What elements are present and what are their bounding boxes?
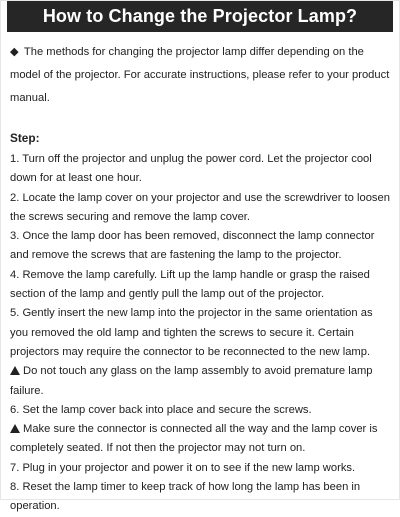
step-heading: Step: — [10, 131, 40, 145]
step-text: 6. Set the lamp cover back into place and secure the screws. — [10, 403, 312, 416]
step-item — [10, 266, 390, 305]
step-text: 7. Plug in your projector and power it on to see if the new lamp works. — [10, 461, 356, 474]
step-text: 8. Reset the lamp timer to keep track of how long the lamp has been in operation. — [10, 481, 361, 513]
step-item — [10, 227, 390, 266]
intro-text: The methods for changing the projector lamp differ depending on the model of the projector. For accurate instructions, please refer to your product manual. — [10, 46, 390, 104]
step-item — [10, 459, 390, 478]
page-title: How to Change the Projector Lamp? — [7, 0, 393, 32]
step-text: 2. Locate the lamp cover on your projector and use the screwdriver to loosen the screws securing and remove the lamp cover. — [10, 191, 390, 223]
warning-text: Make sure the connector is connected all the way and the lamp cover is completely seated. If not then the projector may not turn on. — [10, 423, 378, 455]
warning-item — [10, 362, 390, 401]
step-item — [10, 304, 390, 362]
warning-triangle-icon — [10, 424, 20, 433]
steps-list — [8, 150, 392, 517]
step-text: 1. Turn off the projector and unplug the power cord. Let the projector cool down for at least one hour. — [10, 153, 372, 185]
warning-triangle-icon — [10, 366, 20, 375]
step-text: 5. Gently insert the new lamp into the projector in the same orientation as you removed the old lamp and tighten the screws to secure it. Certain projectors may require the connector to be reconnected to the new lamp. — [10, 307, 373, 358]
step-item — [10, 401, 390, 420]
step-text: 3. Once the lamp door has been removed, disconnect the lamp connector and remove the screws that are fastening the lamp to the projector. — [10, 230, 375, 262]
warning-item — [10, 420, 390, 459]
warning-text: Do not touch any glass on the lamp assembly to avoid premature lamp failure. — [10, 365, 373, 397]
intro-note — [8, 41, 392, 110]
step-item — [10, 150, 390, 189]
step-text: 4. Remove the lamp carefully. Lift up the lamp handle or grasp the raised section of the lamp and gently pull the lamp out of the projector. — [10, 268, 370, 301]
diamond-bullet-icon: ◆ — [10, 46, 19, 58]
step-item — [10, 478, 390, 517]
step-item — [10, 189, 390, 228]
